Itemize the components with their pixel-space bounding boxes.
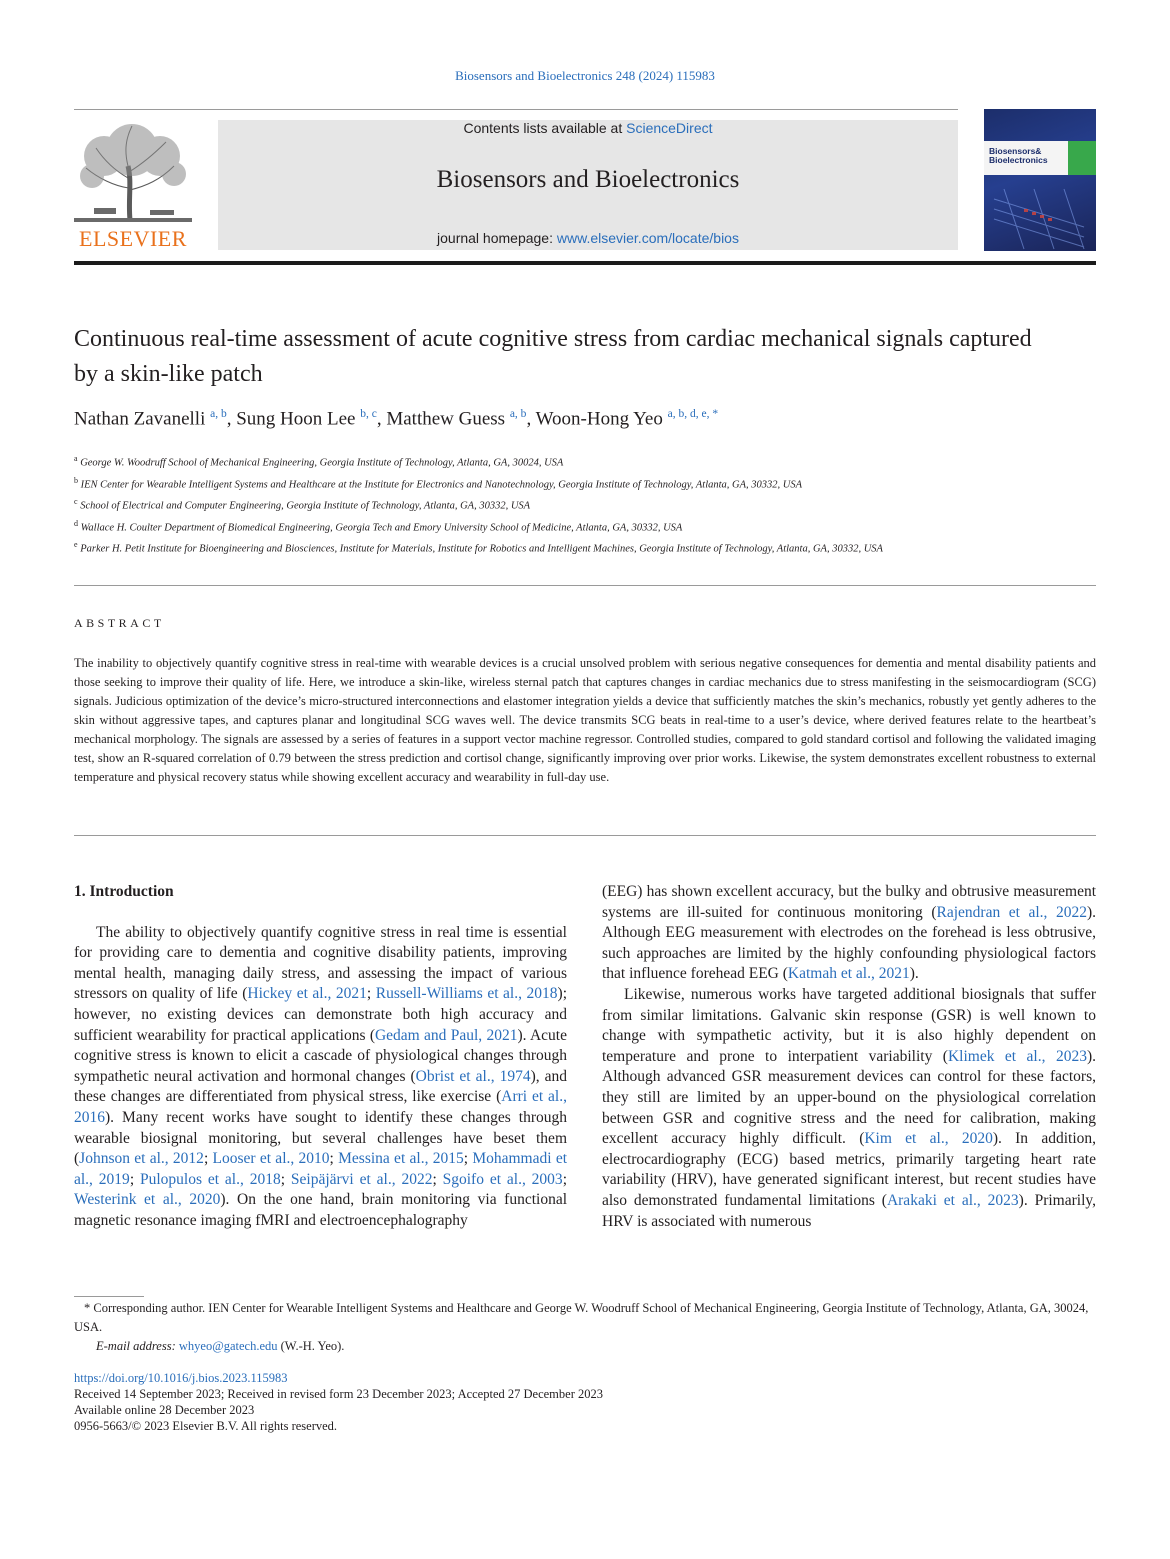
copyright: 0956-5663/© 2023 Elsevier B.V. All rights reserved. (74, 1419, 338, 1433)
citation-link[interactable]: Westerink et al., 2020 (74, 1191, 221, 1209)
citation-link[interactable]: Arri et al., 2016 (74, 1088, 567, 1126)
citation-link[interactable]: Mohammadi et al., 2019 (74, 1150, 568, 1188)
body-right-column (602, 882, 1096, 1232)
cover-artwork (984, 109, 1096, 251)
abstract-text: The inability to objectively quantify cognitive stress in real-time with wearable devices is a crucial unsolved problem with serious negative consequences for dementia and mental disability patients and those seeking to improve their quality of life. Here, we introduce a skin-like, wireless sternal patch that captures changes in cardiac mechanics due to stress manifesting in the seismocardiogram (SCG) signals. Judicious optimization of the device’s micro-structured interconnections and elastomer integration yields a device that sufficiently matches the skin’s mechanics, robustly yet gently adheres to the skin without aggressive tapes, and captures planar and longitudinal SCG waves well. The device transmits SCG beats in real-time to a user’s device, where derived features relate to the heartbeat’s mechanical morphology. The signals are assessed by a series of features in a support vector machine regressor. Controlled studies, compared to gold standard cortisol and following the validated imaging test, show an R-squared correlation of 0.79 between the stress prediction and cortisol change, significantly improving over prior works. Likewise, the system demonstrates excellent robustness to external temperature and physical recovery status while showing excellent accuracy and wearability in full-day use. (74, 656, 1096, 784)
body-text: ). On the one hand, brain monitoring via functional magnetic resonance imaging fMRI and electroencephalography (74, 1191, 568, 1229)
author-affiliation-marks[interactable]: a, b (509, 408, 527, 420)
affiliation-mark: b (74, 475, 78, 485)
body-text: ; (463, 1150, 473, 1168)
cover-title-line-2: Bioelectronics (989, 155, 1048, 165)
corresponding-author-footnote (74, 1299, 1096, 1356)
email-label: E-mail address: (96, 1339, 179, 1353)
citation-link[interactable]: Gedam and Paul, 2021 (374, 1026, 518, 1044)
citation-link[interactable]: Hickey et al., 2021 (247, 985, 367, 1003)
body-text: ). (909, 965, 919, 983)
citation-link[interactable]: Kim et al., 2020 (864, 1130, 993, 1148)
body-text: ; (203, 1150, 213, 1168)
body-text: (EEG) has shown excellent accuracy, but the bulky and obtrusive measurement systems are ill-suited for continuous monitoring ( (602, 883, 1096, 921)
affiliation-item (74, 536, 974, 558)
email-link[interactable]: whyeo@gatech.edu (178, 1339, 278, 1353)
body-text: The ability to objectively quantify cognitive stress in real time is essential for providing care to dementia and cognitive disability patients, improving mental health, managing daily stress, and assessing the impact of various stressors on quality of life ( (74, 923, 567, 1003)
footnote-rule (74, 1296, 144, 1297)
publication-info (74, 1370, 874, 1434)
affiliation-mark: c (74, 497, 78, 506)
citation-link[interactable]: Johnson et al., 2012 (79, 1150, 204, 1168)
body-text: ; (129, 1170, 140, 1188)
body-text: ; (366, 985, 376, 1003)
affiliation-text: Parker H. Petit Institute for Bioengineering and Biosciences, Institute for Materials, Institute for Robotics and Intelligent Machines, Georgia Institute of Technology, Atlanta, GA, 30332, USA (80, 543, 883, 555)
body-text: ; (329, 1150, 339, 1168)
abstract-top-rule (74, 585, 1096, 586)
affiliation-text: School of Electrical and Computer Engineering, Georgia Institute of Technology, Atlanta, GA, 30332, USA (80, 500, 531, 512)
author-name[interactable]: Nathan Zavanelli (74, 408, 206, 430)
body-text: ). Many recent works have sought to identify these changes through wearable biosignal monitoring, but several challenges have beset them ( (74, 1108, 567, 1168)
citation-link[interactable]: Russell-Williams et al., 2018 (375, 985, 558, 1003)
citation-link[interactable]: Looser et al., 2010 (212, 1150, 330, 1168)
email-suffix: (W.-H. Yeo). (277, 1339, 345, 1353)
corresponding-author-text: * Corresponding author. IEN Center for Wearable Intelligent Systems and Healthcare and George W. Woodruff School of Mechanical Engineering, Georgia Institute of Technology, Atlanta, GA, 30024, USA. (74, 1301, 1089, 1334)
sciencedirect-link[interactable]: ScienceDirect (626, 120, 713, 136)
body-left-column (74, 882, 567, 1232)
author-name[interactable]: Matthew Guess (386, 408, 506, 430)
citation-link[interactable]: Rajendran et al., 2022 (936, 903, 1087, 921)
journal-reference[interactable]: Biosensors and Bioelectronics 248 (2024) 115983 (455, 68, 715, 83)
journal-header-box (218, 120, 958, 250)
citation-link[interactable]: Seipäjärvi et al., 2022 (290, 1170, 433, 1188)
abstract-bottom-rule (74, 835, 1096, 836)
body-text: ); however, no existing devices can demonstrate both high accuracy and sufficient wearability for practical applications ( (74, 985, 567, 1044)
affiliation-item (74, 450, 974, 472)
section-heading: 1. Introduction (74, 883, 174, 900)
body-text: ). Acute cognitive stress is known to elicit a cascade of physiological changes through sympathetic neural activation and hormonal changes ( (74, 1026, 567, 1085)
body-text: ). Although advanced GSR measurement devices can control for these factors, they still are limited by an upper-bound on the physiological correlation between GSR and cognitive stress and the need for calibration, making excellent accuracy highly difficult. ( (602, 1047, 1096, 1148)
homepage-link[interactable]: www.elsevier.com/locate/bios (556, 230, 739, 246)
homepage-prefix: journal homepage: (437, 230, 557, 246)
intro-paragraph-2 (602, 882, 1096, 985)
body-text: ; (562, 1170, 567, 1188)
contents-line (218, 120, 958, 136)
elsevier-logo (74, 120, 192, 252)
available-online: Available online 28 December 2023 (74, 1403, 255, 1417)
article-title: Continuous real-time assessment of acute cognitive stress from cardiac mechanical signals captured by a skin-like patch (74, 326, 1032, 387)
author-name[interactable]: Woon-Hong Yeo (535, 408, 663, 430)
citation-link[interactable]: Klimek et al., 2023 (947, 1047, 1087, 1065)
author-affiliation-marks[interactable]: a, b (210, 408, 227, 420)
journal-name: Biosensors and Bioelectronics (436, 166, 740, 193)
author-list (74, 408, 1074, 430)
intro-paragraph-1 (74, 923, 567, 1232)
elsevier-tree-icon (74, 120, 192, 224)
body-text: ). In addition, electrocardiography (ECG) based metrics, primarily targeting heart rate variability (HRV), have generated significant interest, but recent studies have also demonstrated fundamental limitations ( (602, 1130, 1096, 1209)
citation-link[interactable]: Sgoifo et al., 2003 (442, 1170, 563, 1188)
affiliation-text: IEN Center for Wearable Intelligent Systems and Healthcare at the Institute for Electronics and Nanotechnology, Georgia Institute of Technology, Atlanta, GA, 30332, USA (80, 479, 803, 490)
affiliation-item (74, 472, 974, 494)
citation-link[interactable]: Katmah et al., 2021 (787, 965, 910, 983)
author-name[interactable]: Sung Hoon Lee (236, 408, 356, 430)
citation-link[interactable]: Messina et al., 2015 (338, 1150, 464, 1168)
author-separator: , (526, 408, 536, 430)
citation-link[interactable]: Obrist et al., 1974 (415, 1067, 531, 1085)
affiliation-mark: a (74, 454, 78, 463)
citation-link[interactable]: Arakaki et al., 2023 (886, 1191, 1019, 1209)
affiliation-text: George W. Woodruff School of Mechanical Engineering, Georgia Institute of Technology, Atlanta, GA, 30024, USA (80, 457, 564, 469)
author-separator: , (226, 408, 237, 430)
author-separator: , (376, 408, 387, 430)
affiliation-mark: e (74, 540, 78, 549)
cover-title-line-1: Biosensors& (989, 146, 1042, 156)
affiliation-item (74, 493, 974, 515)
author-affiliation-marks[interactable]: b, c (360, 408, 377, 420)
citation-link[interactable]: Pulopulos et al., 2018 (139, 1170, 281, 1188)
abstract-heading: ABSTRACT (74, 616, 165, 630)
doi-link[interactable]: https://doi.org/10.1016/j.bios.2023.115983 (74, 1371, 288, 1385)
header-bottom-rule (74, 261, 1096, 265)
affiliation-text: Wallace H. Coulter Department of Biomedical Engineering, Georgia Tech and Emory University School of Medicine, Atlanta, GA, 30332, USA (80, 522, 683, 533)
email-line (74, 1337, 1096, 1356)
journal-cover-thumbnail (984, 109, 1096, 251)
intro-paragraph-3 (602, 985, 1096, 1232)
body-text: ). Primarily, HRV is associated with numerous (602, 1191, 1096, 1230)
affiliation-item (74, 515, 974, 537)
history-dates: Received 14 September 2023; Received in revised form 23 December 2023; Accepted 27 December 2023 (74, 1387, 603, 1401)
publisher-wordmark: ELSEVIER (79, 226, 187, 251)
author-affiliation-marks[interactable]: a, b, d, e, * (667, 408, 719, 420)
body-text: ; (432, 1170, 443, 1188)
contents-prefix: Contents lists available at (463, 120, 627, 136)
body-text: ; (280, 1170, 291, 1188)
affiliation-mark: d (74, 518, 78, 528)
affiliation-list (74, 450, 974, 558)
body-text: Likewise, numerous works have targeted additional biosignals that suffer from similar limitations. Galvanic skin response (GSR) is well known to change with sympathetic activity, but it is also highly dependent on temperature and prone to interpatient variability ( (602, 985, 1096, 1065)
body-text: ). Although EEG measurement with electrodes on the forehead is less obtrusive, such approaches are limited by the highly confounding physiological factors that influence forehead EEG ( (602, 903, 1096, 983)
header-top-rule (74, 109, 958, 110)
homepage-line (218, 230, 958, 246)
body-text: ), and these changes are differentiated from physical stress, like exercise ( (74, 1067, 568, 1106)
